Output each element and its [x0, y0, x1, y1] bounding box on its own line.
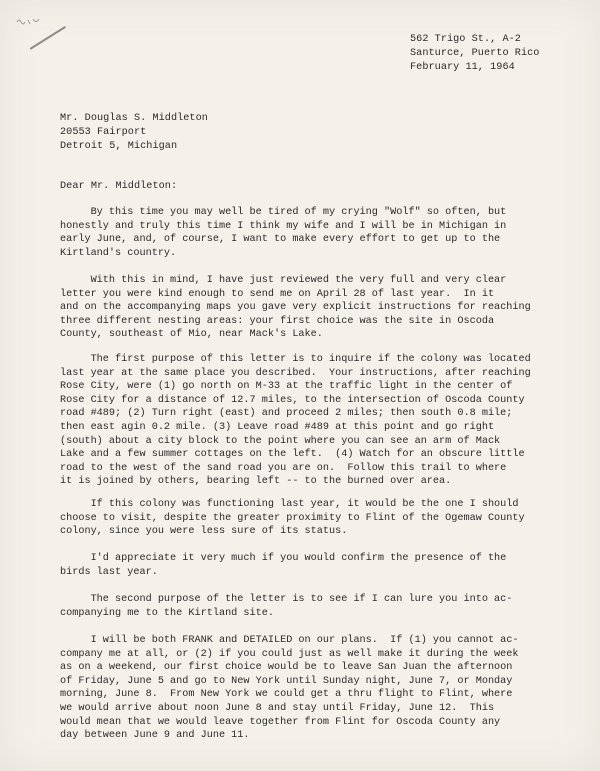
sender-city: Santurce, Puerto Rico [410, 48, 540, 59]
paragraph-line: County, southeast of Mio, near Mack's Lake. [60, 329, 323, 341]
paragraph-line: road #489; (2) Turn right (east) and proceed 2 miles; then south 0.8 mile; [60, 408, 513, 420]
recipient-city: Detroit 5, Michigan [60, 141, 178, 152]
paragraph-line: birds last year. [60, 566, 158, 578]
paragraph-line: Lake and a few summer cottages on the left. (4) Watch for an obscure little [60, 449, 525, 461]
recipient-name: Mr. Douglas S. Middleton [60, 113, 208, 124]
pencil-stroke-mark [29, 26, 66, 50]
paragraph-line: company me at all, or (2) if you could just as well make it during the week [60, 648, 519, 660]
paragraph-line: The first purpose of this letter is to inquire if the colony was located [60, 354, 531, 365]
paragraph-line: If this colony was functioning last year, it would be the one I should [60, 499, 519, 510]
pencil-note-scribble [16, 14, 44, 28]
paragraph-line: companying me to the Kirtland site. [60, 607, 274, 619]
paragraph-line: we would arrive about noon June 8 and stay until Friday, June 12. This [60, 702, 495, 714]
paragraph-line: road to the west of the sand road you are on. Follow this trail to where [60, 462, 507, 474]
paragraph-line: early June, and, of course, I want to make every effort to get up to the [60, 234, 501, 246]
paragraph-line: By this time you may well be tired of my crying "Wolf" so often, but [60, 207, 507, 218]
paragraph-line: (south) about a city block to the point where you can see an arm of Mack [60, 435, 501, 447]
paragraph-2 [60, 274, 560, 342]
paragraph-3 [60, 353, 560, 489]
paragraph-line: honestly and truly this time I think my wife and I will be in Michigan in [60, 220, 507, 232]
paragraph-line: morning, June 8. From New York we could get a thru flight to Flint, where [60, 689, 513, 701]
letter-date: February 11, 1964 [410, 62, 515, 73]
paragraph-line: day between June 9 and June 11. [60, 730, 250, 742]
paragraph-line: last year at the same place you described. Your instructions, after reaching [60, 367, 531, 379]
paragraph-line: letter you were kind enough to send me on April 28 of last year. In it [60, 288, 495, 300]
paragraph-line: The second purpose of the letter is to see if I can lure you into ac- [60, 594, 513, 605]
paragraph-line: three different nesting areas: your first choice was the site in Oscoda [60, 315, 495, 327]
recipient-street: 20553 Fairport [60, 127, 147, 138]
paragraph-line: Rose City, were (1) go north on M-33 at the traffic light in the center of [60, 381, 513, 393]
paragraph-line: With this in mind, I have just reviewed the very full and very clear [60, 275, 507, 286]
paragraph-line: of Friday, June 5 and go to New York until Sunday night, June 7, or Monday [60, 675, 513, 687]
paragraph-line: I will be both FRANK and DETAILED on our plans. If (1) you cannot ac- [60, 635, 519, 646]
paragraph-1 [60, 206, 560, 260]
paragraph-line: I'd appreciate it very much if you would confirm the presence of the [60, 553, 507, 564]
paragraph-line: it is joined by others, bearing left -- to the burned over area. [60, 476, 452, 488]
paragraph-line: Kirtland's country. [60, 247, 177, 259]
paragraph-4 [60, 498, 560, 539]
paragraph-line: would mean that we would leave together from Flint for Oscoda County any [60, 716, 501, 728]
paragraph-5 [60, 552, 560, 579]
paragraph-line: then east agin 0.2 mile. (3) Leave road #489 at this point and go right [60, 421, 495, 433]
paragraph-line: choose to visit, despite the greater proximity to Flint of the Ogemaw County [60, 512, 525, 524]
paragraph-7 [60, 634, 560, 743]
salutation: Dear Mr. Middleton: [60, 181, 178, 192]
paragraph-line: colony, since you were less sure of its status. [60, 526, 348, 538]
paragraph-line: as on a weekend, our first choice would be to leave San Juan the afternoon [60, 662, 513, 674]
sender-street: 562 Trigo St., A-2 [410, 34, 521, 45]
paragraph-line: and on the accompanying maps you gave very explicit instructions for reaching [60, 302, 531, 314]
paragraph-line: Rose City for a distance of 12.7 miles, to the intersection of Oscoda County [60, 394, 525, 406]
paragraph-6 [60, 593, 560, 620]
